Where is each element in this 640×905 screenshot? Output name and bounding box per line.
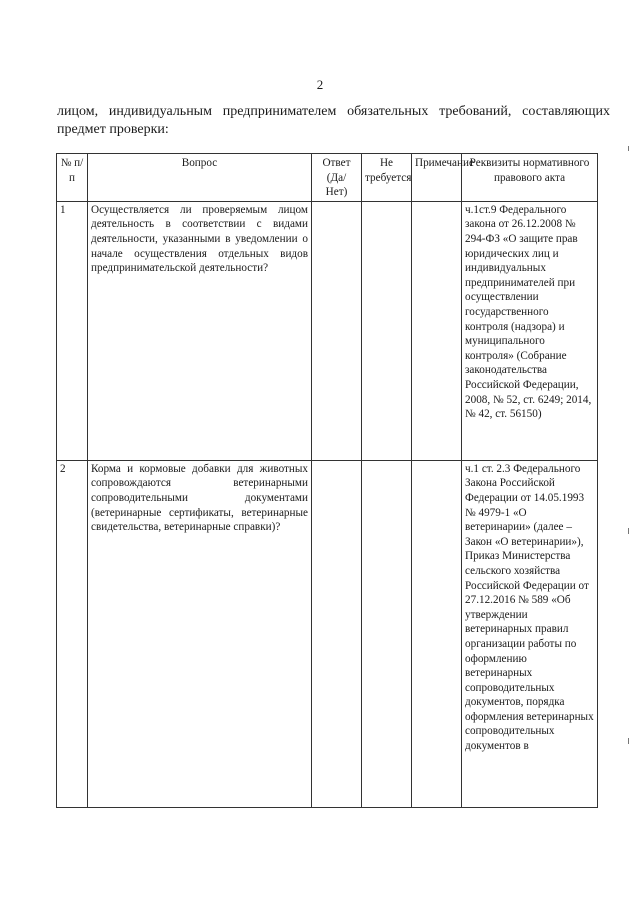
- row-num: 1: [57, 201, 88, 460]
- row-requisites: ч.1 ст. 2.3 Федерального Закона Российской Федерации от 14.05.1993 № 4979-1 «О ветеринарии» (далее – Закон «О ветеринарии»), Приказ Министерства сельского хозяйства Российской Федерации от 27.12.2016 № 589 «Об утверждении ветеринарных правил организации работы по оформлению ветеринарных сопроводительных документов, порядка оформления ветеринарных сопроводительных документов в: [462, 460, 598, 807]
- scan-mark: [628, 528, 629, 534]
- table-header-row: [57, 154, 598, 202]
- row-num: 2: [57, 460, 88, 807]
- table-row: [57, 460, 598, 807]
- row-question: Корма и кормовые добавки для животных сопровождаются ветеринарными сопроводительными документами (ветеринарные сертификаты, ветеринарные свидетельства, ветеринарные справки)?: [88, 460, 312, 807]
- header-requisites: Реквизиты нормативного правового акта: [462, 154, 598, 202]
- scan-mark: [628, 146, 629, 151]
- row-answer-cell[interactable]: [312, 460, 362, 807]
- intro-paragraph: [57, 103, 610, 139]
- row-question: Осуществляется ли проверяемым лицом деятельность в соответствии с видами деятельности, указанными в уведомлении о начале осуществления отдельных видов предпринимательской деятельности?: [88, 201, 312, 460]
- table-row: [57, 201, 598, 460]
- row-requisites: ч.1ст.9 Федерального закона от 26.12.2008 № 294-ФЗ «О защите прав юридических лиц и индивидуальных предпринимателей при осуществлении государственного контроля (надзора) и муниципального контроля» (Собрание законодательства Российской Федерации, 2008, № 52, ст. 6249; 2014, № 42, ст. 56150): [462, 201, 598, 460]
- row-note-cell[interactable]: [412, 201, 462, 460]
- scan-mark: [628, 738, 629, 744]
- checklist-table: [56, 153, 598, 808]
- row-not-required-cell[interactable]: [362, 201, 412, 460]
- header-question: Вопрос: [88, 154, 312, 202]
- header-not-required: Не требуется: [362, 154, 412, 202]
- intro-line-1: лицом, индивидуальным предпринимателем обязательных требований, составляющих: [57, 104, 610, 119]
- row-answer-cell[interactable]: [312, 201, 362, 460]
- header-num: № п/п: [57, 154, 88, 202]
- intro-line-2: предмет проверки:: [57, 122, 169, 137]
- row-note-cell[interactable]: [412, 460, 462, 807]
- page-number: 2: [316, 77, 324, 92]
- header-note: Примечание: [412, 154, 462, 202]
- header-answer: Ответ (Да/ Нет): [312, 154, 362, 202]
- row-not-required-cell[interactable]: [362, 460, 412, 807]
